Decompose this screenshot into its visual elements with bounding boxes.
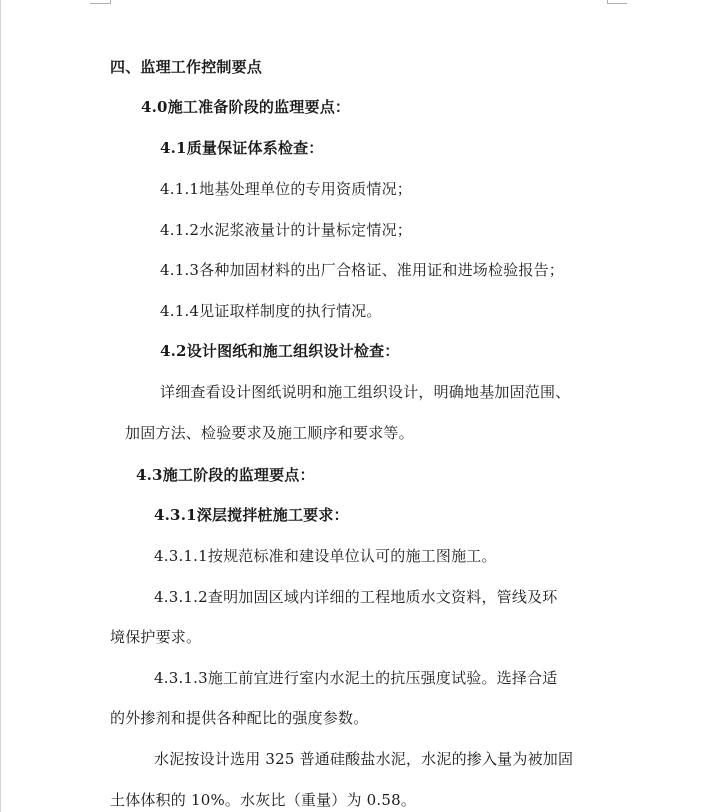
item-4-1-2: 4.1.2水泥浆液量计的计量标定情况； [160,221,412,239]
subheading-4-3-1: 4.3.1深层搅拌桩施工要求： [154,506,349,524]
section-heading: 四、监理工作控制要点 [110,58,263,76]
item-4-3-1-2-line-1: 4.3.1.2查明加固区域内详细的工程地质水文资料，管线及环 [154,588,558,606]
paragraph-4-2-line-1: 详细查看设计图纸说明和施工组织设计，明确地基加固范围、 [160,383,571,401]
item-4-3-1-3-line-1: 4.3.1.3施工前宜进行室内水泥土的抗压强度试验。选择合适 [154,669,558,687]
subheading-4-2: 4.2设计图纸和施工组织设计检查： [160,342,400,360]
subheading-4-3: 4.3施工阶段的监理要点： [136,466,315,484]
item-4-1-3: 4.1.3各种加固材料的出厂合格证、准用证和进场检验报告； [160,261,564,279]
subheading-4-0: 4.0施工准备阶段的监理要点： [141,98,351,116]
margin-corner-mark-right [607,0,629,4]
page-left-edge [0,0,1,812]
item-4-3-1-1: 4.3.1.1按规范标准和建设单位认可的施工图施工。 [154,547,497,565]
item-4-3-1-2-line-2: 境保护要求。 [110,628,202,646]
item-4-3-1-3-line-2: 的外掺剂和提供各种配比的强度参数。 [110,709,369,727]
item-4-1-1: 4.1.1地基处理单位的专用资质情况； [160,180,412,198]
subheading-4-1: 4.1质量保证体系检查： [160,139,324,157]
paragraph-cement-line-1: 水泥按设计选用 325 普通硅酸盐水泥，水泥的掺入量为被加固 [154,750,574,768]
paragraph-cement-line-2: 土体体积的 10%。水灰比（重量）为 0.58。 [110,791,417,809]
item-4-1-4: 4.1.4见证取样制度的执行情况。 [160,302,382,320]
margin-corner-mark-left [90,0,112,4]
paragraph-4-2-line-2: 加固方法、检验要求及施工顺序和要求等。 [125,424,414,442]
